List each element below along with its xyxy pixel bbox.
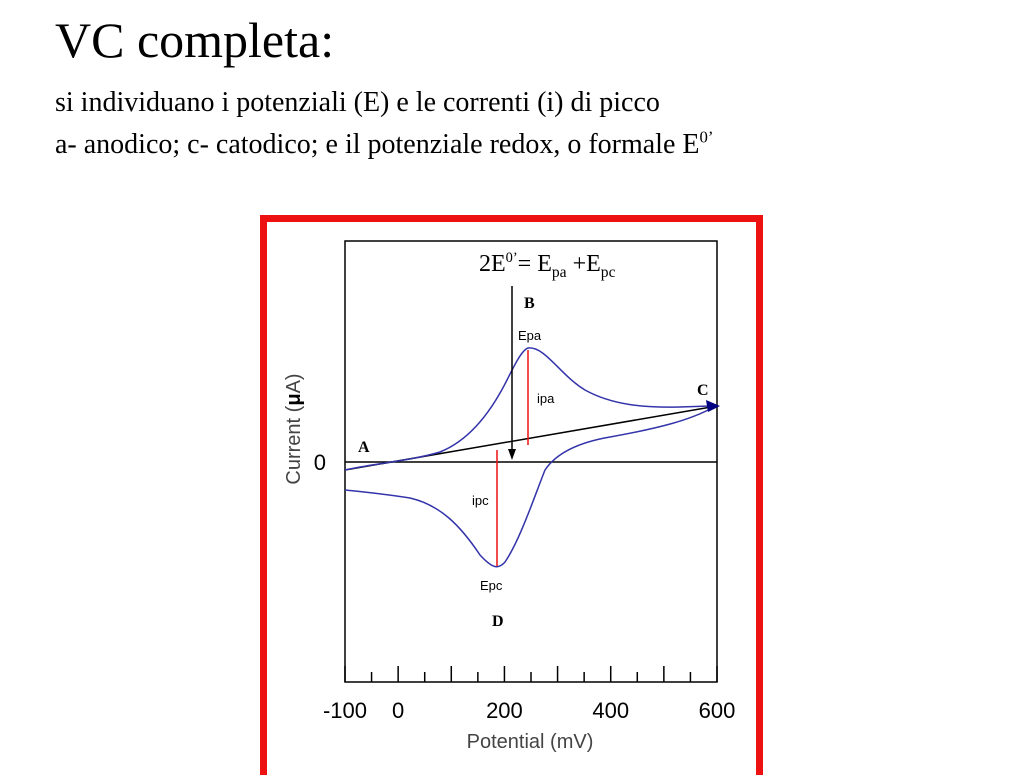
formula-lhs: 2E [479,251,506,277]
formula-sub-pc: pc [600,263,616,281]
epa-label-text: Epa [518,328,542,343]
formula-sub-pa: pa [551,263,567,281]
y-axis-label-suffix: A) [283,373,305,394]
point-label-d: D [492,613,504,630]
x-tick-label: 400 [592,698,630,723]
x-tick-label: 200 [486,698,523,723]
slide-title: VC completa: [55,12,335,68]
x-axis-tick-labels [323,698,735,723]
point-label-c: C [697,382,709,399]
y-axis-label-mu: μ [283,393,305,406]
formula-lhs-sup: 0’ [505,250,518,266]
ipc-label [472,493,489,508]
formula-plus: +E [566,251,601,277]
subtitle-line-2-text: a- anodico; c- catodico; e il potenziale redox, o formale E [55,129,700,160]
x-tick-label: 0 [392,698,405,723]
scan-arrow-head [706,400,720,412]
subtitle-line-2-superscript: 0’ [699,127,714,147]
x-tick-label: 600 [698,698,736,723]
epc-label [480,578,503,593]
formula-pointer-arrow [508,449,516,460]
subtitle-line-1: si individuano i potenziali (E) e le correnti (i) di picco [55,87,660,118]
ipa-label [537,391,555,406]
point-label-a: A [358,439,370,456]
formula-eq: = E [517,251,552,277]
redox-formula [479,249,616,279]
ipa-label-text: ipa [537,391,555,406]
y-zero-label: 0 [313,450,326,475]
epc-label-text: Epc [480,578,503,593]
x-axis-ticks [345,666,717,682]
epa-label [518,328,542,343]
point-label-b: B [524,295,535,312]
ipc-label-text: ipc [472,493,489,508]
y-axis-label [283,373,305,484]
x-tick-label: -100 [322,698,368,723]
y-axis-label-prefix: Current ( [283,405,305,485]
x-axis-label: Potential (mV) [466,731,594,753]
